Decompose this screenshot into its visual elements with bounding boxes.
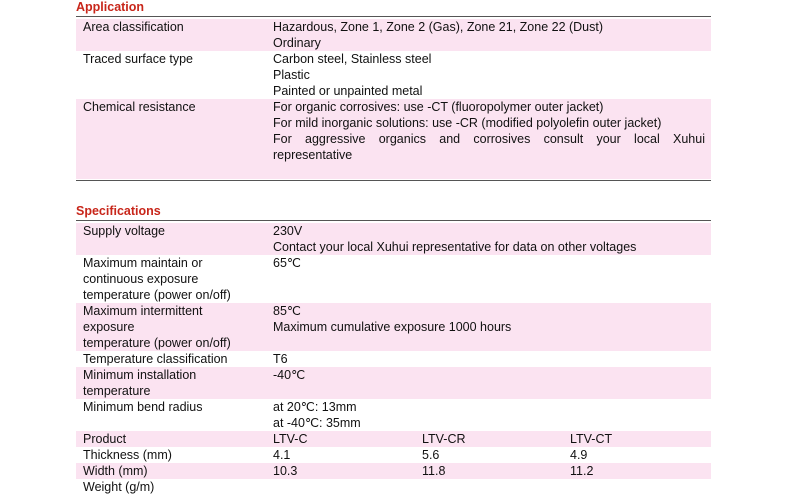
product-header-ltv-ct: LTV-CT <box>570 432 613 446</box>
row-chemical-resistance <box>76 99 711 179</box>
specifications-heading: Specifications <box>76 204 161 218</box>
width-ltv-c: 10.3 <box>273 464 298 478</box>
traced-surface-label: Traced surface type <box>83 52 194 66</box>
product-header-row <box>76 431 711 447</box>
chemical-resistance-label: Chemical resistance <box>83 100 196 114</box>
max-maintain-temp-value: 65℃ <box>273 256 301 270</box>
min-installation-temp-label: Minimum installation temperature <box>83 368 197 398</box>
row-max-intermittent-temp <box>76 303 711 351</box>
thickness-ltv-c: 4.1 <box>273 448 291 462</box>
application-divider <box>76 16 711 17</box>
table-row-width <box>76 463 711 479</box>
temperature-classification-value: T6 <box>273 352 288 366</box>
product-header-label: Product <box>83 432 127 446</box>
row-min-bend-radius <box>76 399 711 431</box>
area-classification-label: Area classification <box>83 20 184 34</box>
width-ltv-cr: 11.8 <box>422 464 446 478</box>
row-supply-voltage <box>76 223 711 255</box>
min-installation-temp-value: -40℃ <box>273 368 306 382</box>
supply-voltage-label: Supply voltage <box>83 224 166 238</box>
min-bend-radius-value: at 20℃: 13mm at -40℃: 35mm <box>273 400 361 430</box>
row-min-installation-temp <box>76 367 711 399</box>
product-header-ltv-c: LTV-C <box>273 432 308 446</box>
row-area-classification <box>76 19 711 51</box>
table-row-weight <box>76 479 711 495</box>
thickness-ltv-ct: 4.9 <box>570 448 588 462</box>
weight-label: Weight (g/m) <box>83 480 155 494</box>
product-header-ltv-cr: LTV-CR <box>422 432 466 446</box>
application-bottom-divider <box>76 180 711 181</box>
row-traced-surface <box>76 51 711 99</box>
min-bend-radius-label: Minimum bend radius <box>83 400 203 414</box>
max-intermittent-temp-value: 85℃ Maximum cumulative exposure 1000 hours <box>273 304 512 334</box>
max-maintain-temp-label: Maximum maintain or continuous exposure temperature (power on/off) <box>83 256 231 302</box>
traced-surface-value: Carbon steel, Stainless steel Plastic Painted or unpainted metal <box>273 52 432 98</box>
chemical-resistance-value: For organic corrosives: use -CT (fluoropolymer outer jacket) For mild inorganic solutions: use -CR (modified polyolefin outer jacket) For aggressive organics and corrosives consult your local Xuhui representative <box>273 100 705 162</box>
row-max-maintain-temp <box>76 255 711 303</box>
area-classification-value: Hazardous, Zone 1, Zone 2 (Gas), Zone 21, Zone 22 (Dust) Ordinary <box>273 20 604 50</box>
temperature-classification-label: Temperature classification <box>83 352 228 366</box>
width-label: Width (mm) <box>83 464 148 478</box>
max-intermittent-temp-label: Maximum intermittent exposure temperature (power on/off) <box>83 304 231 350</box>
thickness-ltv-cr: 5.6 <box>422 448 440 462</box>
application-heading: Application <box>76 0 145 14</box>
table-row-thickness <box>76 447 711 463</box>
thickness-label: Thickness (mm) <box>83 448 172 462</box>
width-ltv-ct: 11.2 <box>570 464 594 478</box>
row-temperature-classification <box>76 351 711 367</box>
specifications-divider <box>76 220 711 221</box>
supply-voltage-value: 230V Contact your local Xuhui representative for data on other voltages <box>273 224 637 254</box>
